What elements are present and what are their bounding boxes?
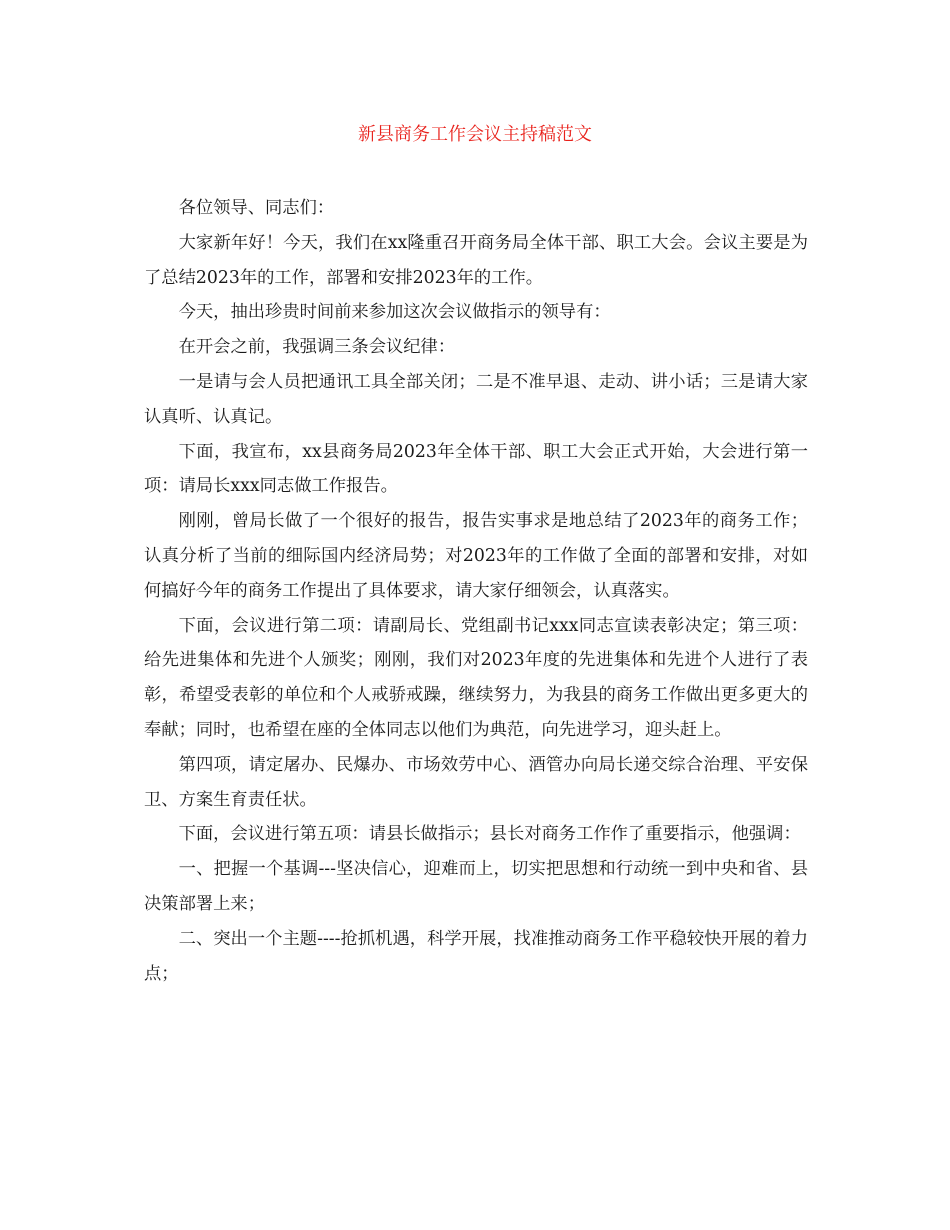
- paragraph: 大家新年好！今天，我们在xx隆重召开商务局全体干部、职工大会。会议主要是为了总结2023年的工作，部署和安排2023年的工作。: [144, 232, 808, 288]
- paragraph: 刚刚，曾局长做了一个很好的报告，报告实事求是地总结了2023年的商务工作；认真分析了当前的细际国内经济局势；对2023年的工作做了全面的部署和安排，对如何搞好今年的商务工作提出了具体要求，请大家仔细领会，认真落实。: [144, 511, 808, 601]
- document-body: [144, 191, 808, 991]
- paragraph: 下面，会议进行第五项：请县长做指示；县长对商务工作作了重要指示，他强调：: [178, 824, 801, 845]
- paragraph: 下面，会议进行第二项：请副局长、党组副书记xxx同志宣读表彰决定；第三项：给先进集体和先进个人颁奖；刚刚，我们对2023年度的先进集体和先进个人进行了表彰，希望受表彰的单位和个人戒骄戒躁，继续努力，为我县的商务工作做出更多更大的奉献；同时，也希望在座的全体同志以他们为典范，向先进学习，迎头赶上。: [144, 615, 808, 740]
- paragraph: 二、突出一个主题----抢抓机遇，科学开展，找准推动商务工作平稳较快开展的着力点；: [144, 928, 808, 984]
- document-title: 新县商务工作会议主持稿范文: [358, 124, 592, 145]
- paragraph: 今天，抽出珍贵时间前来参加这次会议做指示的领导有：: [178, 302, 611, 323]
- paragraph: 一、把握一个基调---坚决信心，迎难而上，切实把思想和行动统一到中央和省、县决策部署上来；: [144, 859, 808, 914]
- paragraph: 一是请与会人员把通讯工具全部关闭；二是不准早退、走动、讲小话；三是请大家认真听、认真记。: [144, 371, 808, 427]
- paragraph: 第四项，请定屠办、民爆办、市场效劳中心、酒管办向局长递交综合治理、平安保卫、方案生育责任状。: [144, 754, 808, 810]
- paragraph: 在开会之前，我强调三条会议纪律：: [178, 337, 456, 358]
- paragraph-salutation: 各位领导、同志们：: [178, 198, 335, 218]
- paragraph: 下面，我宣布，xx县商务局2023年全体干部、职工大会正式开始，大会进行第一项：请局长xxx同志做工作报告。: [144, 441, 808, 497]
